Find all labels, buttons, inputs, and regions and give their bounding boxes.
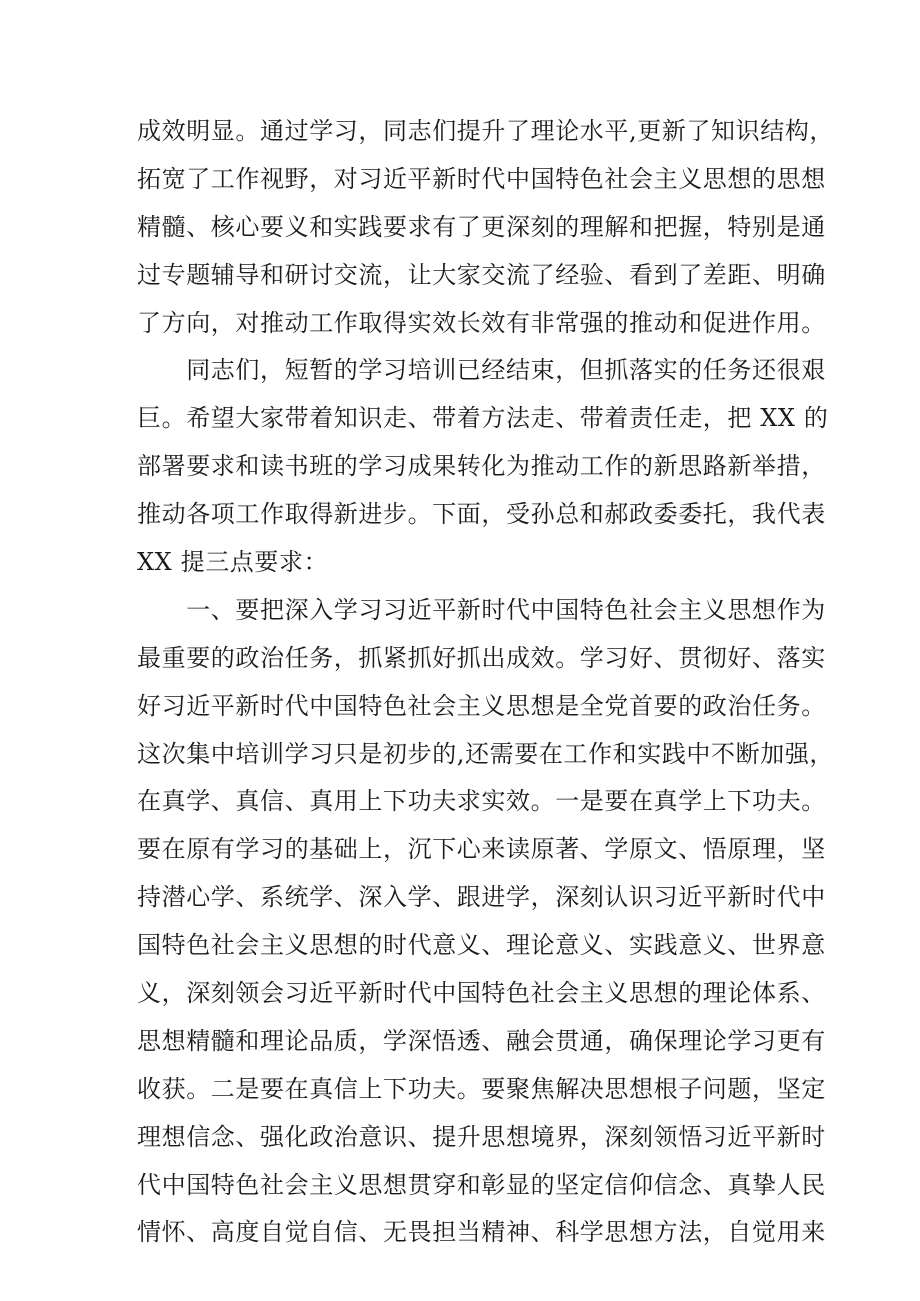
- text-line: 在真学、真信、真用上下功夫求实效。一是要在真学上下功夫。: [137, 787, 826, 816]
- text-line: 一、要把深入学习习近平新时代中国特色社会主义思想作为: [137, 595, 826, 624]
- text-line: 推动各项工作取得新进步。下面，受孙总和郝政委委托，我代表: [137, 500, 826, 529]
- text-line: 情怀、高度自觉自信、无畏担当精神、科学思想方法，自觉用来: [137, 1218, 826, 1247]
- text-line: 思想精髓和理论品质，学深悟透、融会贯通，确保理论学习更有: [137, 1026, 826, 1055]
- text-line: 过专题辅导和研讨交流，让大家交流了经验、看到了差距、明确: [137, 260, 826, 289]
- body-text: [137, 108, 835, 1257]
- text-line: 国特色社会主义思想的时代意义、理论意义、实践意义、世界意: [137, 931, 826, 960]
- text-line: 了方向，对推动工作取得实效长效有非常强的推动和促进作用。: [137, 308, 826, 337]
- text-line: 好习近平新时代中国特色社会主义思想是全党首要的政治任务。: [137, 691, 826, 720]
- text-line: 要在原有学习的基础上，沉下心来读原著、学原文、悟原理，坚: [137, 835, 826, 864]
- text-line: 部署要求和读书班的学习成果转化为推动工作的新思路新举措，: [137, 452, 826, 481]
- text-line: 这次集中培训学习只是初步的,还需要在工作和实践中不断加强，: [137, 739, 835, 768]
- text-line: 代中国特色社会主义思想贯穿和彰显的坚定信仰信念、真挚人民: [137, 1170, 826, 1199]
- text-line: 理想信念、强化政治意识、提升思想境界，深刻领悟习近平新时: [137, 1122, 826, 1151]
- text-line: XX 提三点要求：: [137, 548, 329, 577]
- text-line: 最重要的政治任务，抓紧抓好抓出成效。学习好、贯彻好、落实: [137, 643, 826, 672]
- text-line: 成效明显。通过学习，同志们提升了理论水平,更新了知识结构，: [137, 117, 835, 145]
- text-line: 收获。二是要在真信上下功夫。要聚焦解决思想根子问题，坚定: [137, 1074, 826, 1103]
- text-line: 巨。希望大家带着知识走、带着方法走、带着责任走，把 XX 的: [137, 404, 829, 433]
- text-line: 精髓、核心要义和实践要求有了更深刻的理解和把握，特别是通: [137, 212, 826, 241]
- text-line: 同志们，短暂的学习培训已经结束，但抓落实的任务还很艰: [137, 356, 826, 385]
- text-line: 持潜心学、系统学、深入学、跟进学，深刻认识习近平新时代中: [137, 883, 826, 912]
- text-line: 拓宽了工作视野，对习近平新时代中国特色社会主义思想的思想: [137, 164, 826, 193]
- text-line: 义，深刻领会习近平新时代中国特色社会主义思想的理论体系、: [137, 979, 826, 1008]
